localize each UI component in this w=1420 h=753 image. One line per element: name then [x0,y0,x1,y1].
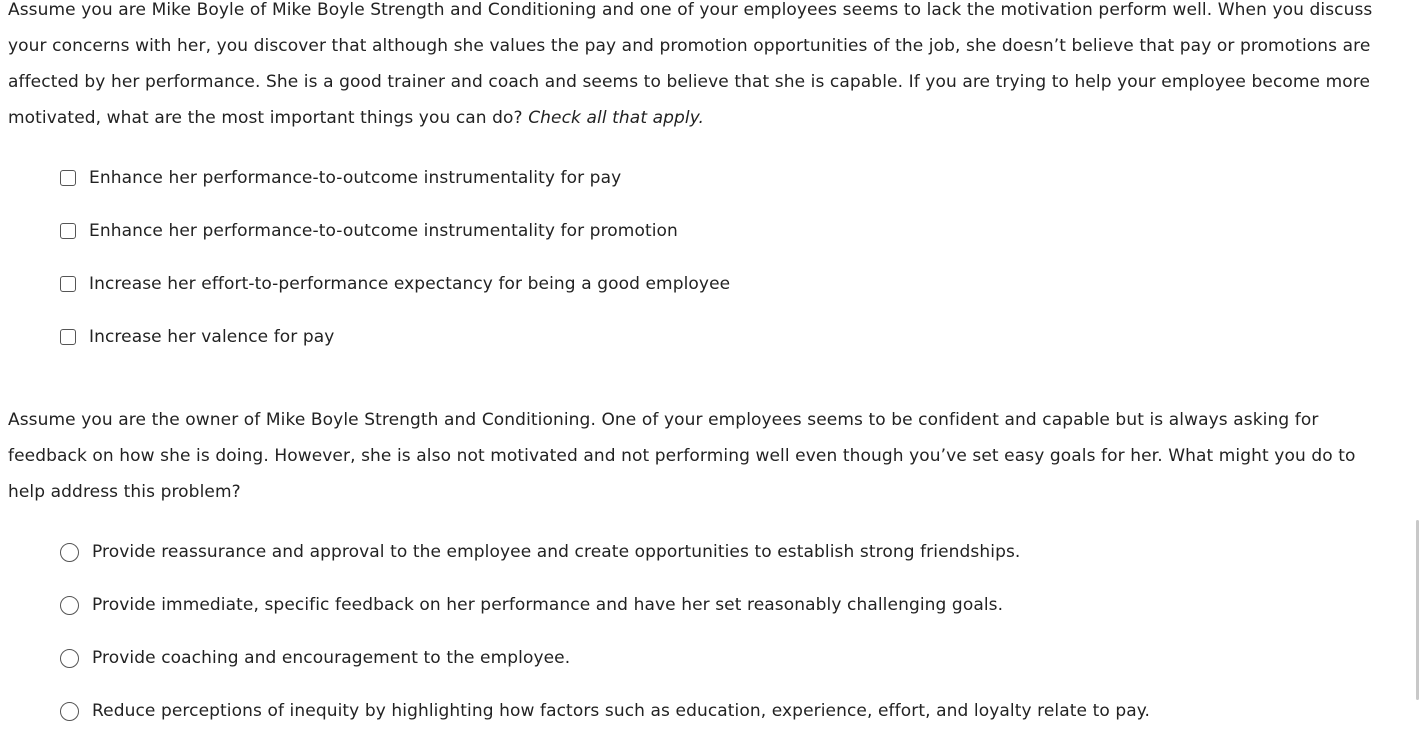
radio-icon[interactable] [60,543,79,562]
q1-option-3[interactable] [60,272,730,296]
question-1 [8,0,1388,136]
q1-option-2[interactable] [60,219,678,243]
checkbox-icon[interactable] [60,276,76,292]
q2-option-label: Provide immediate, specific feedback on her performance and have her set reasonably challenging goals. [92,595,1004,615]
radio-icon[interactable] [60,702,79,721]
q1-option-label: Increase her valence for pay [89,327,335,347]
q1-option-4[interactable] [60,325,334,349]
question-2 [8,402,1388,510]
q2-option-3[interactable] [60,646,570,670]
radio-icon[interactable] [60,596,79,615]
checkbox-icon[interactable] [60,170,76,186]
q2-option-4[interactable] [60,699,1150,723]
question-1-instruction: Check all that apply. [528,108,705,128]
scrollbar-thumb[interactable] [1416,520,1419,700]
q1-option-label: Enhance her performance-to-outcome instrumentality for pay [89,168,622,188]
q1-option-label: Enhance her performance-to-outcome instrumentality for promotion [89,221,678,241]
question-1-prompt-text: Assume you are Mike Boyle of Mike Boyle Strength and Conditioning and one of your employees seems to lack the motivation perform well. When you discuss your concerns with her, you discover that although she values the pay and promotion opportunities of the job, she doesn’t believe that pay or promotions are affected by her performance. She is a good trainer and coach and seems to believe that she is capable. If you are trying to help your employee become more motivated, what are the most important things you can do? [8,0,1373,128]
radio-icon[interactable] [60,649,79,668]
checkbox-icon[interactable] [60,223,76,239]
checkbox-icon[interactable] [60,329,76,345]
question-1-prompt [8,0,1388,136]
q2-option-label: Provide reassurance and approval to the employee and create opportunities to establish strong friendships. [92,542,1021,562]
question-2-prompt: Assume you are the owner of Mike Boyle Strength and Conditioning. One of your employees seems to be confident and capable but is always asking for feedback on how she is doing. However, she is also not motivated and not performing well even though you’ve set easy goals for her. What might you do to help address this problem? [8,410,1356,502]
q2-option-label: Provide coaching and encouragement to the employee. [92,648,571,668]
q2-option-2[interactable] [60,593,1003,617]
q2-option-label: Reduce perceptions of inequity by highlighting how factors such as education, experience, effort, and loyalty relate to pay. [92,701,1150,721]
q1-option-label: Increase her effort-to-performance expectancy for being a good employee [89,274,731,294]
q2-option-1[interactable] [60,540,1020,564]
q1-option-1[interactable] [60,166,621,190]
scrollbar[interactable] [1414,0,1420,753]
